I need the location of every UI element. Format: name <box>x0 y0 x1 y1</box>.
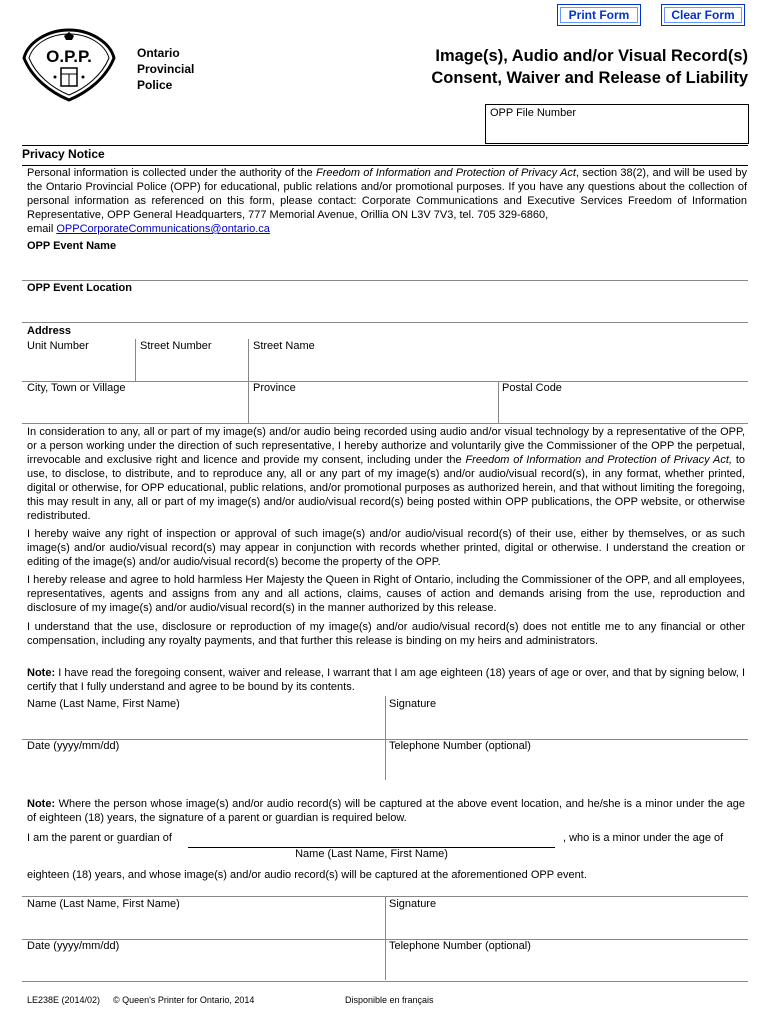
guardian-signature-field[interactable] <box>389 913 745 937</box>
province-label: Province <box>253 382 296 394</box>
opp-file-number-field[interactable] <box>485 104 749 144</box>
divider <box>22 322 748 323</box>
postal-code-label: Postal Code <box>502 382 562 394</box>
opp-logo-text: O.P.P. <box>46 47 92 66</box>
consent-paragraph-1: In consideration to any, all or part of my image(s) and/or audio being recorded using audio and/or visual technology by a representative of the OPP, or a person working under the direction of such representative, I hereby authorize and voluntarily give the Commissioner of the OPP the perpetual, irrevocable and exclusive right and licence and provide my consent, including under the Freedom of Information and Protection of Privacy Act, to use, to disclose, to distribute, and to reproduce any, all or any part of my image(s) and/or audio/visual record(s), in any format, whether printed, digital or otherwise, for OPP educational, public relations, and/or promotional purposes as authorized herein, and that without limiting the foregoing, this may result in any, all or part of my image(s) and/or audio/visual record(s) being posted within OPP publications, the OPP website, or otherwise redistributed. <box>27 426 746 522</box>
guardian-suffix: , who is a minor under the age of <box>563 832 724 844</box>
adult-name-input[interactable] <box>27 713 382 737</box>
consent-paragraph-4: I understand that the use, disclosure or reproduction of my image(s) and/or audio/visual record(s) does not entitle me to any financial or other compensation, including any royalty payments, and that further this release is binding on my heirs and administrators. <box>27 621 745 647</box>
note-minor: Note: Where the person whose image(s) and/or audio record(s) will be captured at the above event location, and he/she is a minor under the age of eighteen (18) years, the signature of a parent or guardian is required below. <box>27 798 745 824</box>
adult-date-label: Date (yyyy/mm/dd) <box>27 740 120 752</box>
form-code: LE238E (2014/02) <box>27 995 101 1005</box>
form-title: Image(s), Audio and/or Visual Record(s) Consent, Waiver and Release of Liability <box>431 47 748 87</box>
street-number-input[interactable] <box>140 355 246 379</box>
address-heading: Address <box>27 325 72 337</box>
event-name-label: OPP Event Name <box>27 240 117 252</box>
guardian-name-label: Name (Last Name, First Name) <box>27 898 180 910</box>
french-availability: Disponible en français <box>345 995 434 1005</box>
note-adult: Note: I have read the foregoing consent, waiver and release, I warrant that I am age eighteen (18) years of age or over, and that by signing below, I certify that I fully understand and agree to be bound by its contents. <box>27 667 745 693</box>
guardian-date-label: Date (yyyy/mm/dd) <box>27 940 120 952</box>
divider <box>498 381 499 423</box>
organization-name: Ontario Provincial Police <box>137 46 195 92</box>
adult-signature-field[interactable] <box>389 713 745 737</box>
divider <box>135 339 136 381</box>
divider <box>22 739 748 740</box>
opp-file-number-label: OPP File Number <box>490 107 576 119</box>
copyright-notice: © Queen's Printer for Ontario, 2014 <box>113 995 255 1005</box>
divider <box>22 981 748 982</box>
adult-date-input[interactable] <box>27 755 382 779</box>
divider <box>385 896 386 980</box>
divider <box>22 939 748 940</box>
street-name-label: Street Name <box>253 340 315 352</box>
divider <box>22 280 748 281</box>
divider <box>22 145 748 146</box>
minor-name-input[interactable] <box>190 830 552 846</box>
divider <box>22 423 748 424</box>
clear-form-button[interactable] <box>661 4 745 26</box>
guardian-signature-label: Signature <box>389 898 437 910</box>
city-input[interactable] <box>27 397 246 421</box>
guardian-prefix: I am the parent or guardian of <box>27 832 172 844</box>
minor-name-caption: Name (Last Name, First Name) <box>295 848 448 860</box>
privacy-email-link[interactable]: OPPCorporateCommunications@ontario.ca <box>56 223 270 235</box>
adult-phone-label: Telephone Number (optional) <box>389 740 531 752</box>
print-form-label: Print Form <box>560 7 638 23</box>
guardian-phone-input[interactable] <box>389 955 745 979</box>
unit-number-input[interactable] <box>27 355 133 379</box>
postal-code-input[interactable] <box>502 397 745 421</box>
guardian-phone-label: Telephone Number (optional) <box>389 940 531 952</box>
city-label: City, Town or Village <box>27 382 126 394</box>
print-form-button[interactable] <box>557 4 641 26</box>
province-input[interactable] <box>253 397 496 421</box>
unit-number-label: Unit Number <box>27 340 89 352</box>
adult-signature-label: Signature <box>389 698 437 710</box>
adult-phone-input[interactable] <box>389 755 745 779</box>
adult-name-label: Name (Last Name, First Name) <box>27 698 180 710</box>
event-name-input[interactable] <box>27 254 745 278</box>
privacy-notice-text: Personal information is collected under the authority of the Freedom of Information and Protection of Privacy Act, section 38(2), and will be used by the Ontario Provincial Police (OPP) for educational, public relations and/or promotional purposes. If you have any questions about the collection of personal information as referenced on this form, please contact: Corporate Communications and Executive Services Freedom of Information Representative, OPP General Headquarters, 777 Memorial Avenue, Orillia ON L3V 7V3, tel. 705 329-6860, email OPPCorporateCommunications@ontario.ca <box>27 167 747 235</box>
street-number-label: Street Number <box>140 340 212 352</box>
opp-logo <box>20 28 118 102</box>
clear-form-label: Clear Form <box>664 7 742 23</box>
consent-paragraph-2: I hereby waive any right of inspection or approval of such image(s) and/or audio/visual record(s) of their use, either by themselves, or as such image(s) and/or audio/visual record(s) may appear in conjunction with records whether printed, digital or otherwise. I understand the creation or editing of the image(s) and/or audio/visual record(s) become the property of the OPP. <box>27 528 745 568</box>
event-location-input[interactable] <box>27 296 745 320</box>
divider <box>385 696 386 780</box>
consent-paragraph-3: I hereby release and agree to hold harmless Her Majesty the Queen in Right of Ontario, including the Commissioner of the OPP, and all employees, representatives, agents and assigns from any and all actions, claims, causes of action and demands arising from the use, reproduction and disclosure of my image(s) and/or audio/visual record(s) in the manner authorized by this release. <box>27 574 745 614</box>
street-name-input[interactable] <box>253 355 745 379</box>
privacy-notice-heading: Privacy Notice <box>22 147 105 161</box>
guardian-continuation: eighteen (18) years, and whose image(s) and/or audio record(s) will be captured at the aforementioned OPP event. <box>27 869 587 881</box>
guardian-name-input[interactable] <box>27 913 382 937</box>
divider <box>22 381 748 382</box>
event-location-label: OPP Event Location <box>27 282 132 294</box>
guardian-date-input[interactable] <box>27 955 382 979</box>
